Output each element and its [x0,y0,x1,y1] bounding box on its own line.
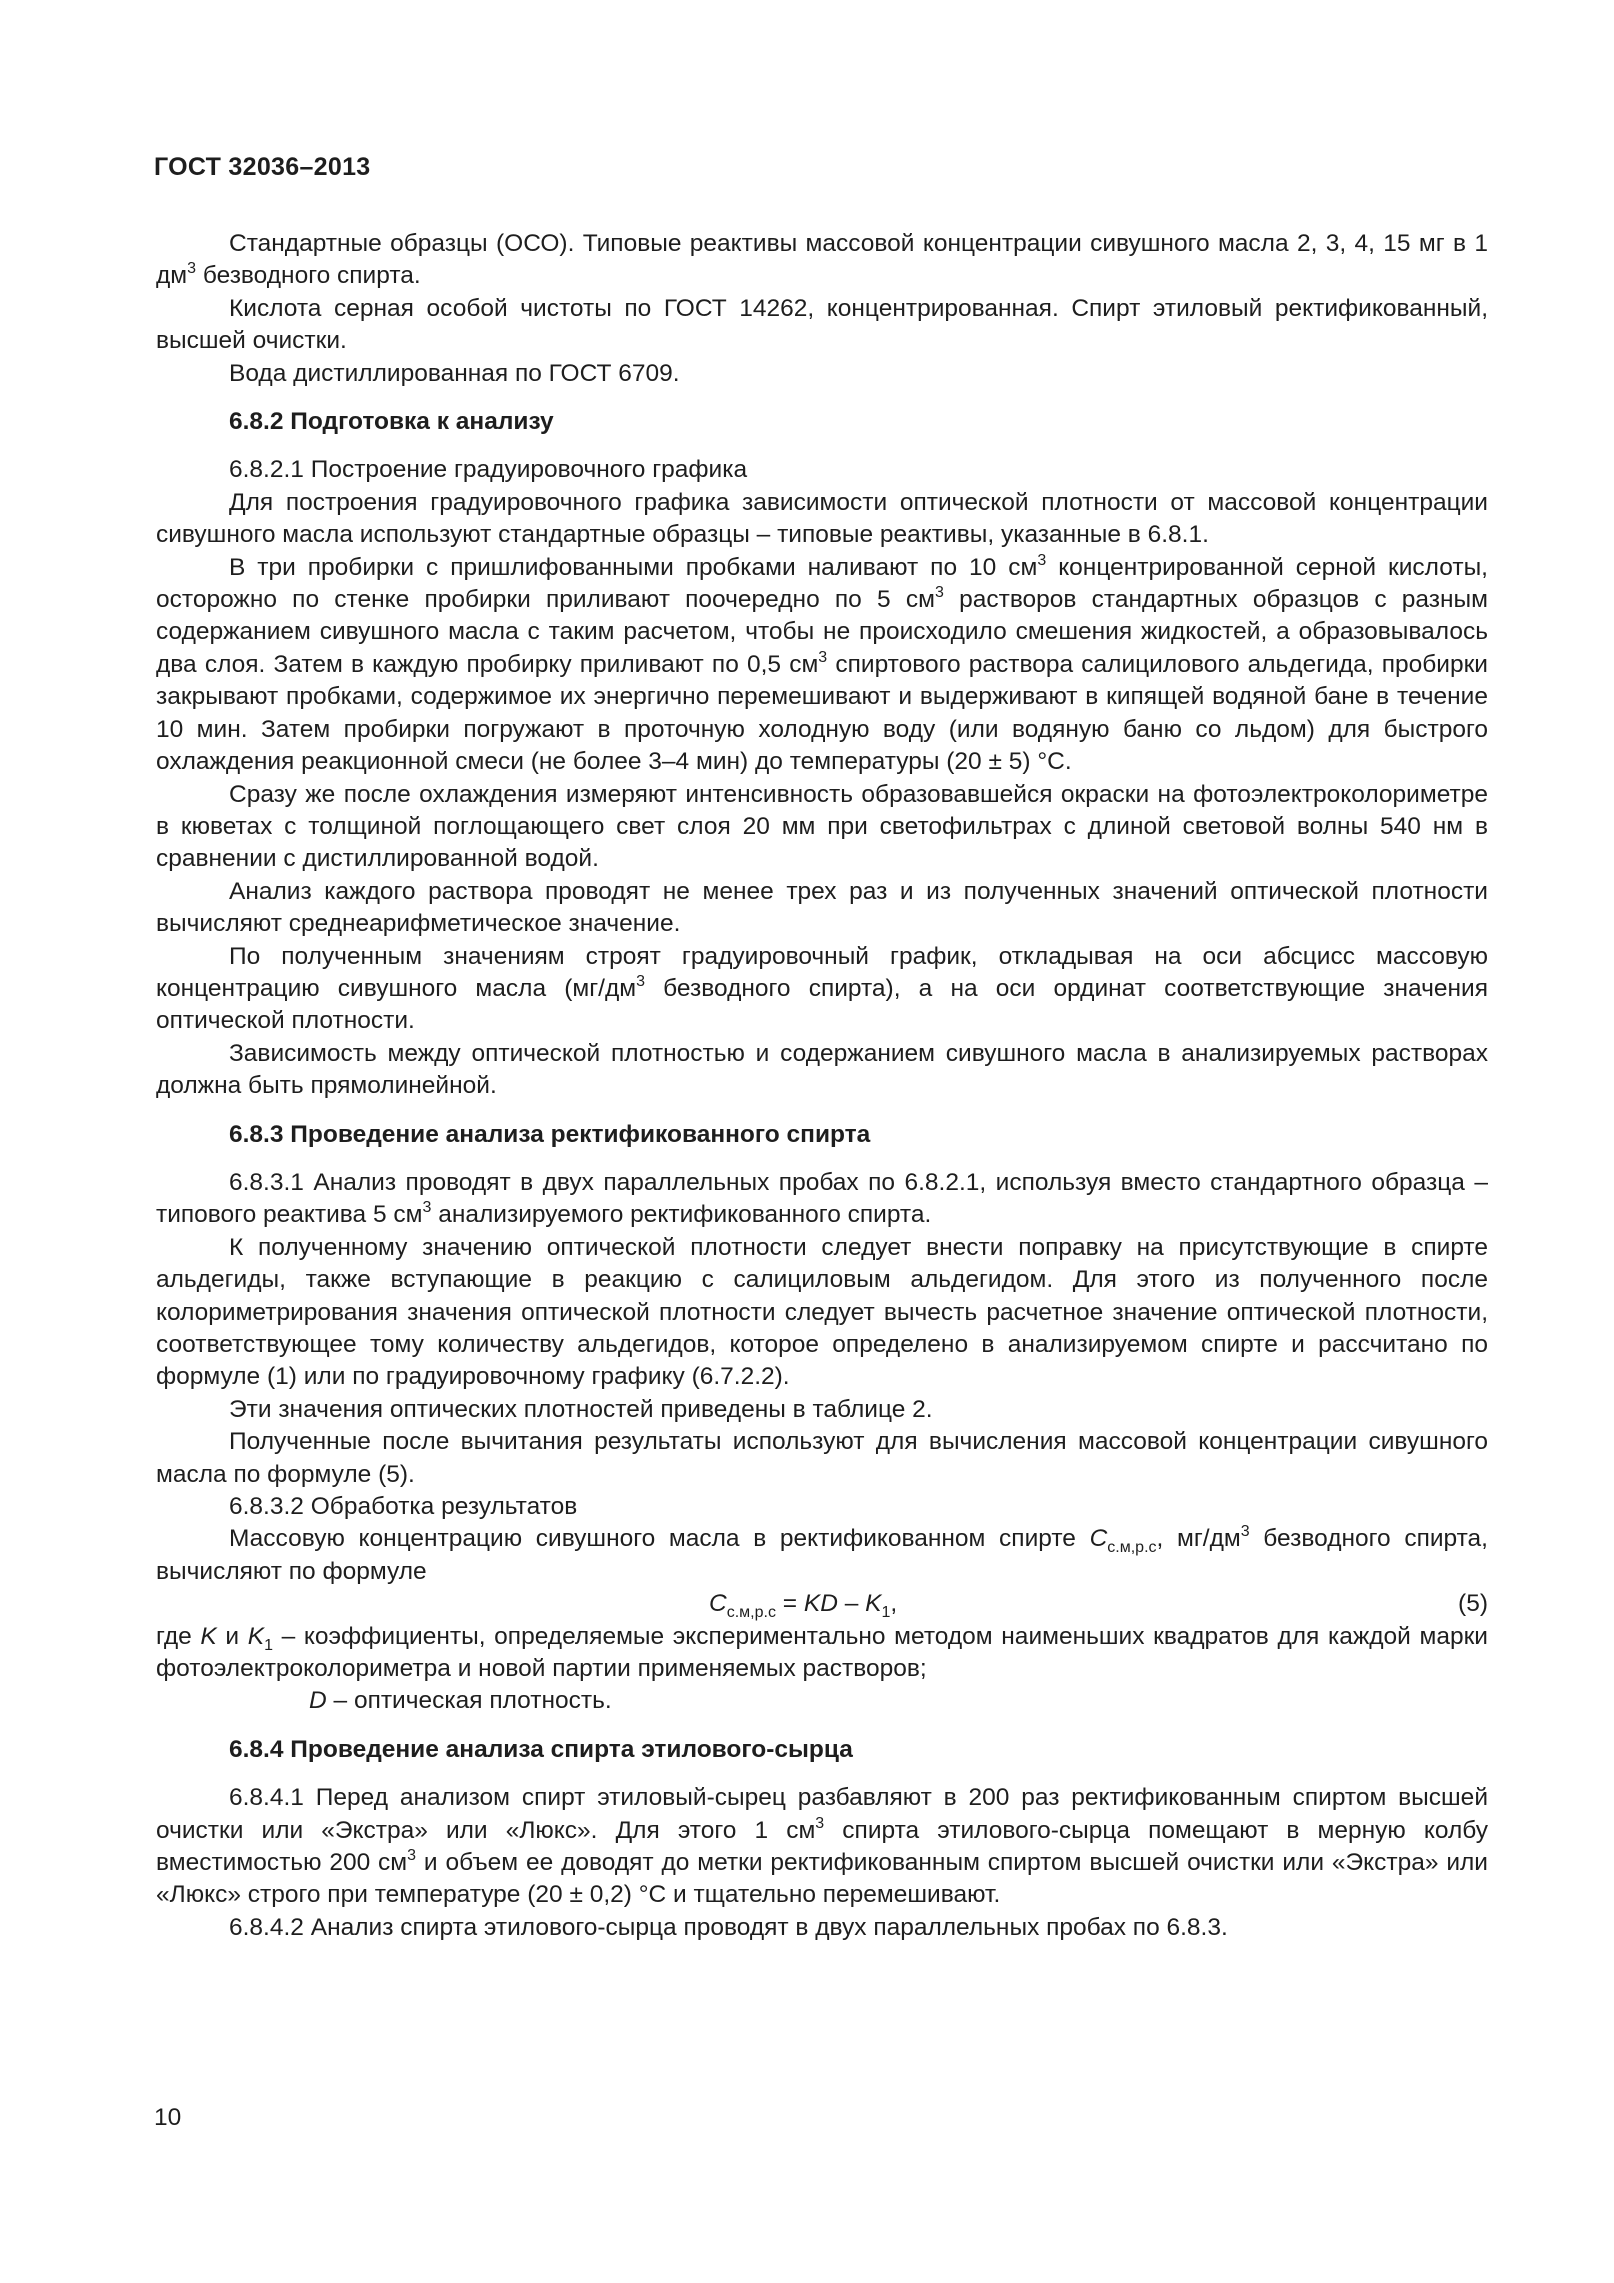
paragraph: В три пробирки с пришлифованными пробками наливают по 10 $см^3$ концентрированной серной кислоты, осторожно по стенке пробирки приливают поочередно по 5 $см^3$ растворов стандартных образцов с разным содержанием сивушного масла с таким расчетом, чтобы не происходило смешения жидкостей, а образовывалось два слоя. Затем в каждую пробирку приливают по 0,5 $см^3$ спиртового раствора салицилового альдегида, пробирки закрывают пробками, содержимое их энергично перемешивают и выдерживают в кипящей водяной бане в течение 10 мин. Затем пробирки погружают в проточную холодную воду (или водяную баню со льдом) для быстрого охлаждения реакционной смеси (не более 3–4 мин) до температуры (20 ± 5) °С. [156,551,1488,776]
document-header: ГОСТ 32036–2013 [154,153,371,181]
paragraph: 6.8.4.1 Перед анализом спирт этиловый-сырец разбавляют в 200 раз ректификованным спиртом высшей очистки или «Экстра» или «Люкс». Для этого 1 $см^3$ спирта этилового-сырца помещают в мерную колбу вместимостью 200 $см^3$ и объем ее доводят до метки ректификованным спиртом высшей очистки или «Экстра» или «Люкс» строго при температуре (20 ± 0,2) °С и тщательно перемешивают. [156,1784,1488,1909]
page-number: 10 [154,2104,182,2131]
paragraph: Кислота серная особой чистоты по ГОСТ 14262, концентрированная. Спирт этиловый ректификованный, высшей очистки. [156,294,1488,355]
paragraph: Вода дистиллированная по ГОСТ 6709. [229,359,680,387]
formula-expression: $С_{с.м,р.с}$ = KD – $K_1$, [709,1590,898,1622]
paragraph: 6.8.3.1 Анализ проводят в двух параллельных пробах по 6.8.2.1, используя вместо стандартного образца – типового реактива 5 $см^3$ анализируемого ректификованного спирта. [156,1168,1488,1229]
paragraph: Сразу же после охлаждения измеряют интенсивность образовавшейся окраски на фотоэлектроколориметре в кюветах с толщиной поглощающего свет слоя 20 мм при светофильтрах с длиной световой волны 540 нм в сравнении с дистиллированной водой. [156,780,1488,873]
document-body [156,228,1488,1944]
section-heading-6-8-3: 6.8.3 Проведение анализа ректификованного спирта [229,1120,871,1148]
formula-legend: где K и $K_1$ – коэффициенты, определяемые экспериментально методом наименьших квадратов для каждой марки фотоэлектроколориметра и новой партии применяемых растворов; [156,1622,1488,1683]
paragraph: 6.8.4.2 Анализ спирта этилового-сырца проводят в двух параллельных пробах по 6.8.3. [229,1913,1228,1941]
section-heading-6-8-4: 6.8.4 Проведение анализа спирта этилового-сырца [229,1735,853,1763]
formula-number: (5) [1458,1590,1488,1618]
paragraph: Стандартные образцы (ОСО). Типовые реактивы массовой концентрации сивушного масла 2, 3, 4, 15 мг в 1 $дм^3$ безводного спирта. [156,230,1488,290]
paragraph: Эти значения оптических плотностей приведены в таблице 2. [229,1395,933,1423]
subsection-title: 6.8.2.1 Построение градуировочного графика [229,456,748,484]
paragraph: Массовую концентрацию сивушного масла в ректификованном спирте $С_{с.м,р.с}$, $мг/дм^3$ безводного спирта, вычисляют по формуле [156,1523,1488,1585]
formula-5 [156,1588,1488,1620]
paragraph: Для построения градуировочного графика зависимости оптической плотности от массовой концентрации сивушного масла используют стандартные образцы – типовые реактивы, указанные в 6.8.1. [156,488,1488,549]
paragraph: Анализ каждого раствора проводят не менее трех раз и из полученных значений оптической плотности вычисляют среднеарифметическое значение. [156,877,1488,938]
formula-legend-d: D – оптическая плотность. [309,1687,612,1715]
subsection-title: 6.8.3.2 Обработка результатов [229,1493,578,1521]
paragraph: Полученные после вычитания результаты используют для вычисления массовой концентрации сивушного масла по формуле (5). [156,1428,1488,1488]
paragraph: Зависимость между оптической плотностью и содержанием сивушного масла в анализируемых растворах должна быть прямолинейной. [156,1039,1488,1100]
section-heading-6-8-2: 6.8.2 Подготовка к анализу [229,408,554,436]
paragraph: К полученному значению оптической плотности следует внести поправку на присутствующие в спирте альдегиды, также вступающие в реакцию с салициловым альдегидом. Для этого из полученного после колориметрирования значения оптической плотности следует вычесть расчетное значение оптической плотности, соответствующее тому количеству альдегидов, которое определено в анализируемом спирте и рассчитано по формуле (1) или по градуировочному графику (6.7.2.2). [156,1233,1488,1391]
paragraph: По полученным значениям строят градуировочный график, откладывая на оси абсцисс массовую концентрацию сивушного масла ($мг/дм^3$ безводного спирта), а на оси ординат соответствующие значения оптической плотности. [156,942,1488,1035]
